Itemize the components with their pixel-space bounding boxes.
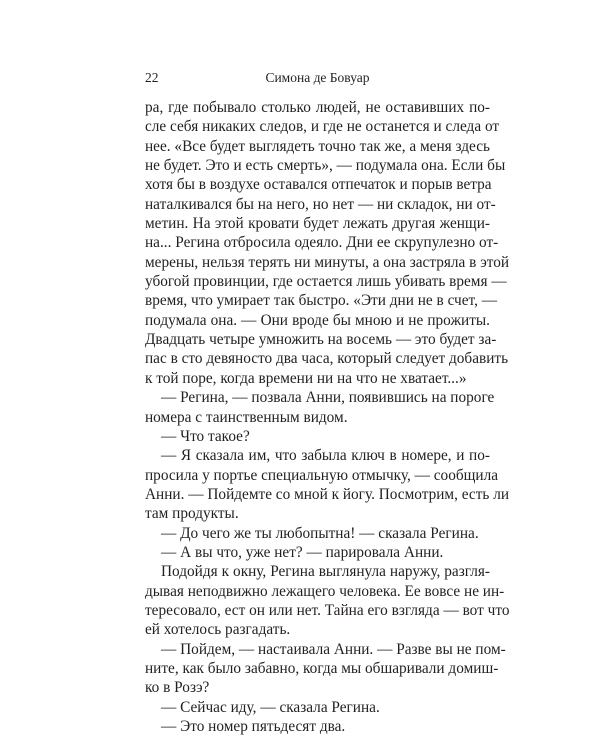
text-line: — Регина, — позвала Анни, появившись на пороге (161, 389, 495, 407)
text-line: — Это номер пятьдесят два. (161, 718, 346, 735)
text-line: метин. На этой кровати будет лежать другая женщи- (145, 215, 490, 233)
text-line: Двадцать четыре умножить на восемь — это будет за- (145, 331, 497, 349)
text-line: дывая неподвижно лежащего человека. Ее вовсе не ин- (145, 582, 505, 600)
text-line: — Что такое? (161, 427, 250, 445)
text-line: к той поре, когда времени ни на что не хватает...» (145, 369, 467, 387)
text-line: подумала она. — Они вроде бы мною и не прожиты. (145, 311, 490, 329)
text-line: — Сейчас иду, — сказала Регина. (161, 698, 380, 716)
text-line: наталкивался бы на него, но нет — ни складок, ни от- (145, 195, 496, 213)
text-line: ко в Розэ? (145, 679, 210, 697)
text-line: Анни. — Пойдемте со мной к йогу. Посмотрим, есть ли (145, 485, 510, 503)
text-line: номера с таинственным видом. (145, 408, 348, 426)
text-line: ра, где побывало столько людей, не оставивших по- (145, 99, 490, 116)
body-text (145, 98, 510, 736)
text-line: Подойдя к окну, Регина выглянула наружу, разгля- (161, 563, 490, 581)
text-line: просила у портье специальную отмычку, — сообщила (145, 466, 499, 484)
text-line: ните, как было забавно, когда мы обшаривали домиш- (145, 659, 499, 677)
text-line: нее. «Все будет выглядеть точно так же, а меня здесь (145, 137, 490, 155)
text-line: — Пойдем, — настаивала Анни. — Разве вы не пом- (161, 640, 506, 658)
running-title: Симона де Бовуар (265, 70, 370, 85)
text-line: хотя бы в воздухе оставался отпечаток и порыв ветра (145, 176, 492, 194)
text-line: — А вы что, уже нет? — парировала Анни. (161, 543, 444, 561)
text-line: время, что умирает так быстро. «Эти дни не в счет, — (145, 292, 498, 310)
text-line: — До чего же ты любопытна! — сказала Регина. (161, 524, 479, 542)
text-line: мерены, нельзя терять ни минуты, а она застряла в этой (145, 253, 510, 271)
text-line: тересовало, ест он или нет. Тайна его взгляда — вот что (145, 601, 510, 619)
text-line: пас в сто девяносто два часа, который следует добавить (145, 350, 509, 368)
text-line: — Я сказала им, что забыла ключ в номере, и по- (161, 447, 490, 465)
page-number: 22 (145, 70, 159, 85)
text-line: сле себя никаких следов, и где не останется и следа от (145, 118, 500, 136)
text-line: убогой провинции, где остается лишь убивать время — (145, 273, 507, 291)
text-line: там продукты. (145, 505, 239, 523)
text-line: ей хотелось разгадать. (145, 621, 291, 639)
running-head (145, 70, 490, 86)
text-line: не будет. Это и есть смерть», — подумала она. Если бы (145, 157, 506, 175)
text-line: на... Регина отбросила одеяло. Дни ее скрупулезно от- (145, 234, 499, 252)
